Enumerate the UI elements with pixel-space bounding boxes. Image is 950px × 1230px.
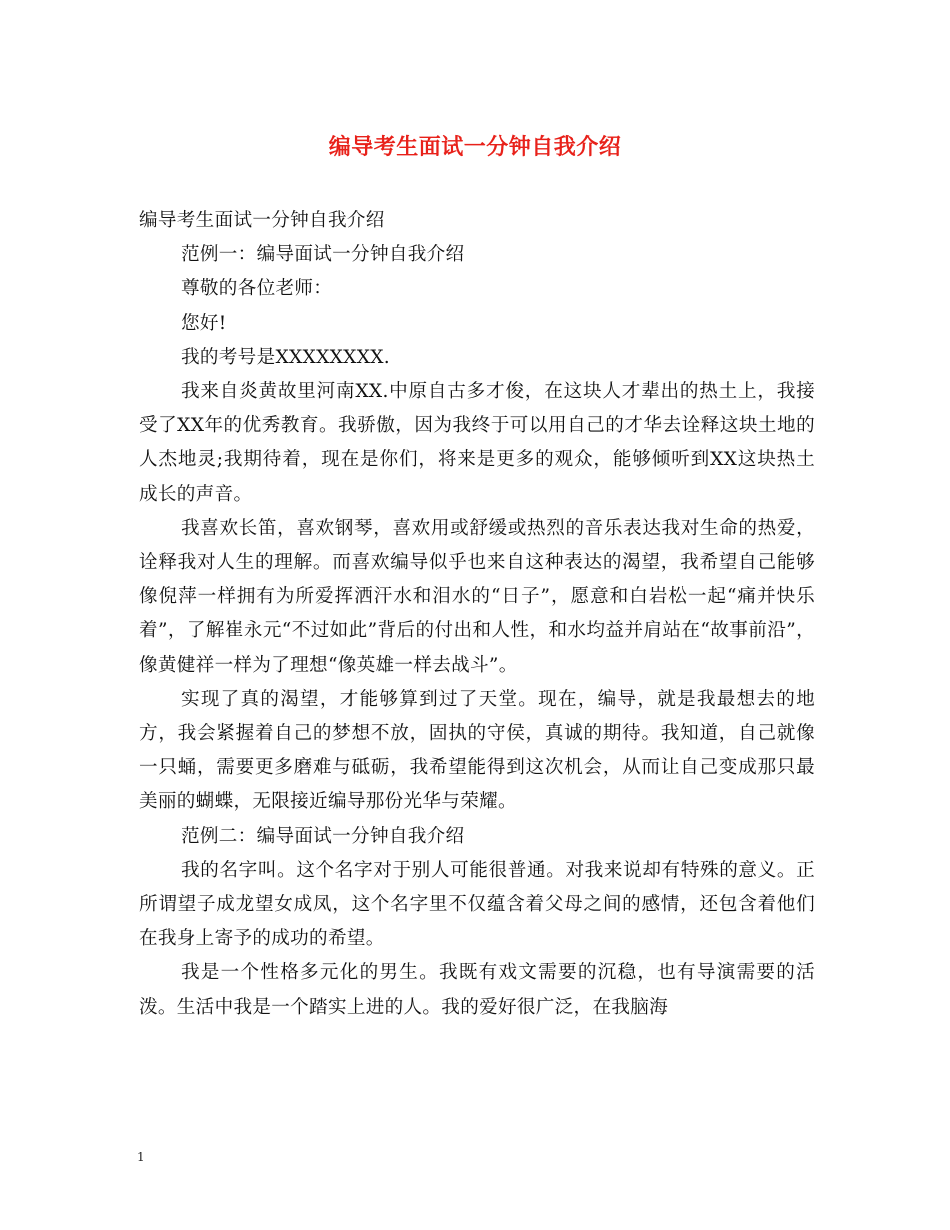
document-body bbox=[139, 204, 815, 1025]
page-number: 1 bbox=[137, 1150, 145, 1164]
paragraph: 我来自炎黄故里河南XX.中原自古多才俊，在这块人才辈出的热土上，我接受了XX年的优秀教育。我骄傲，因为我终于可以用自己的才华去诠释这块土地的人杰地灵;我期待着，现在是你们，将来是更多的观众，能够倾听到XX这块热土成长的声音。 bbox=[139, 381, 815, 505]
paragraph: 我的名字叫。这个名字对于别人可能很普通。对我来说却有特殊的意义。正所谓望子成龙望女成凤，这个名字里不仅蕴含着父母之间的感情，还包含着他们在我身上寄予的成功的希望。 bbox=[139, 859, 815, 950]
paragraph: 尊敬的各位老师： bbox=[181, 278, 333, 300]
document-title: 编导考生面试一分钟自我介绍 bbox=[328, 134, 622, 160]
paragraph: 您好! bbox=[181, 312, 227, 334]
paragraph: 实现了真的渴望，才能够算到过了天堂。现在，编导，就是我最想去的地方，我会紧握着自己的梦想不放，固执的守侯，真诚的期待。我知道，自己就像一只蛹，需要更多磨难与砥砺，我希望能得到这次机会，从而让自己变成那只最美丽的蝴蝶，无限接近编导那份光华与荣耀。 bbox=[139, 688, 815, 813]
paragraph: 编导考生面试一分钟自我介绍 bbox=[139, 210, 385, 231]
paragraph: 我是一个性格多元化的男生。我既有戏文需要的沉稳，也有导演需要的活泼。生活中我是一个踏实上进的人。我的爱好很广泛，在我脑海 bbox=[139, 962, 815, 1018]
paragraph: 范例一：编导面试一分钟自我介绍 bbox=[181, 244, 465, 266]
paragraph: 我的考号是XXXXXXXX. bbox=[181, 346, 390, 368]
paragraph: 我喜欢长笛，喜欢钢琴，喜欢用或舒缓或热烈的音乐表达我对生命的热爱，诠释我对人生的理解。而喜欢编导似乎也来自这种表达的渴望，我希望自己能够像倪萍一样拥有为所爱挥洒汗水和泪水的“日子”，愿意和白岩松一起“痛并快乐着”，了解崔永元“不过如此”背后的付出和人性，和水均益并肩站在“故事前沿”，像黄健祥一样为了理想“像英雄一样去战斗”。 bbox=[139, 517, 815, 676]
paragraph: 范例二：编导面试一分钟自我介绍 bbox=[181, 825, 465, 847]
